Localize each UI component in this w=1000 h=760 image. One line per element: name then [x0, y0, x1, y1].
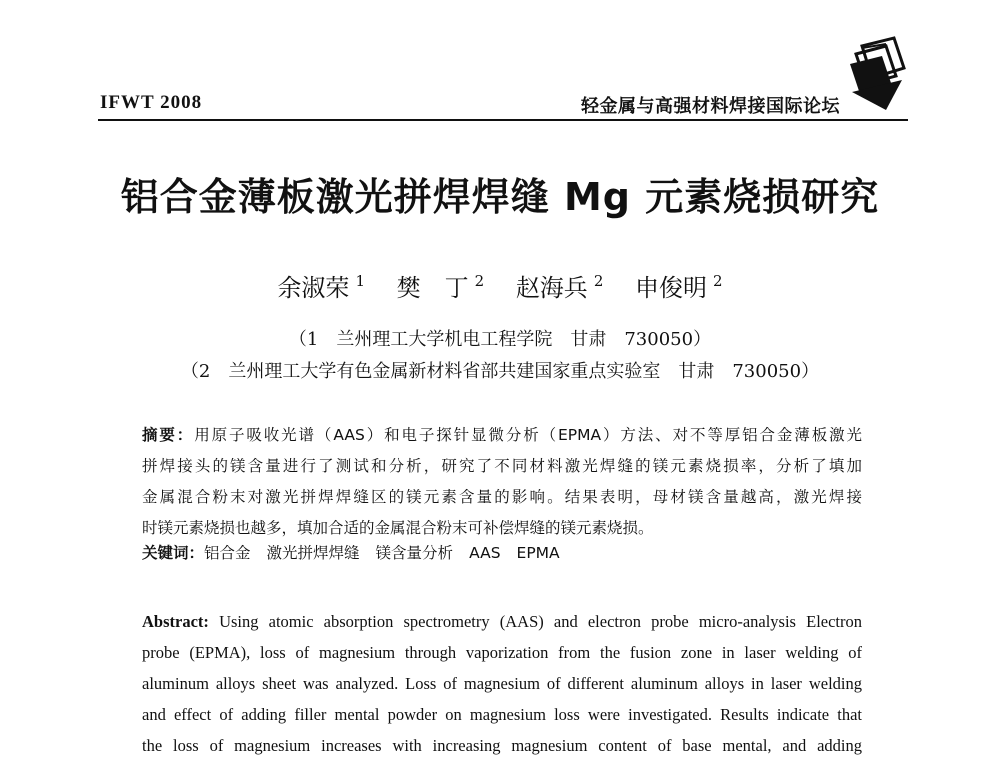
keyword: 镁含量分析 [375, 544, 454, 562]
author-name: 赵海兵 [515, 274, 588, 302]
author-name: 申俊明 [635, 274, 707, 302]
author-affiliation-mark: 2 [474, 272, 485, 290]
abstract-chinese [142, 420, 862, 544]
abstract-en-text: Using atomic absorption spectrometry (AAS) and electron probe micro-analysis Electron [219, 612, 863, 631]
keyword: 激光拼焊焊缝 [266, 544, 360, 562]
header-rule [98, 119, 908, 121]
abstract-en-line [142, 606, 862, 637]
abstract-en-line: and effect of adding filler mental powder on magnesium loss were investigated. Results indicate that [142, 705, 862, 724]
abstract-en-line: the loss of magnesium increases with increasing magnesium content of base mental, and adding [142, 736, 862, 755]
keyword: EPMA [516, 544, 560, 562]
affiliation-2: （2 兰州理工大学有色金属新材料省部共建国家重点实验室 甘肃 730050） [180, 361, 820, 382]
author [277, 268, 365, 303]
keywords-label: 关键词： [142, 544, 205, 562]
header-conference-id: IFWT 2008 [100, 92, 203, 113]
abstract-en-line: probe (EPMA), loss of magnesium through vaporization from the fusion zone in laser welding of [142, 643, 862, 662]
author-affiliation-mark: 2 [593, 272, 604, 290]
forum-logo-icon [842, 34, 910, 112]
keyword: 铝合金 [204, 544, 251, 562]
author [397, 268, 485, 303]
abstract-cn-line: 金属混合粉末对激光拼焊焊缝区的镁元素含量的影响。结果表明，母材镁含量越高，激光焊接 [142, 488, 862, 506]
abstract-cn-line [142, 420, 862, 451]
author [635, 268, 723, 303]
abstract-cn-line: 拼焊接头的镁含量进行了测试和分析，研究了不同材料激光焊缝的镁元素烧损率，分析了填加 [142, 457, 862, 475]
author-name: 余淑荣 [277, 274, 350, 302]
affiliation-1: （1 兰州理工大学机电工程学院 甘肃 730050） [288, 329, 712, 350]
keywords [142, 541, 560, 563]
author [516, 268, 604, 303]
abstract-cn-text: 用原子吸收光谱（AAS）和电子探针显微分析（EPMA）方法、对不等厚铝合金薄板激光 [194, 426, 862, 444]
abstract-en-line: aluminum alloys sheet was analyzed. Loss of magnesium of different aluminum alloys in laser welding [142, 674, 862, 693]
abstract-cn-line: 时镁元素烧损也越多，填加合适的金属混合粉末可补偿焊缝的镁元素烧损。 [142, 519, 654, 537]
abstract-en-label: Abstract: [142, 612, 209, 631]
keyword: AAS [469, 544, 501, 562]
author-list [0, 268, 1000, 303]
paper-title: 铝合金薄板激光拼焊焊缝 Mg 元素烧损研究 [120, 175, 880, 219]
author-name: 樊 丁 [396, 274, 469, 302]
author-affiliation-mark: 2 [713, 272, 723, 290]
abstract-cn-label: 摘要： [142, 426, 195, 444]
header-forum-title: 轻金属与高强材料焊接国际论坛 [581, 96, 840, 117]
abstract-english [142, 606, 862, 760]
author-affiliation-mark: 1 [355, 272, 365, 290]
